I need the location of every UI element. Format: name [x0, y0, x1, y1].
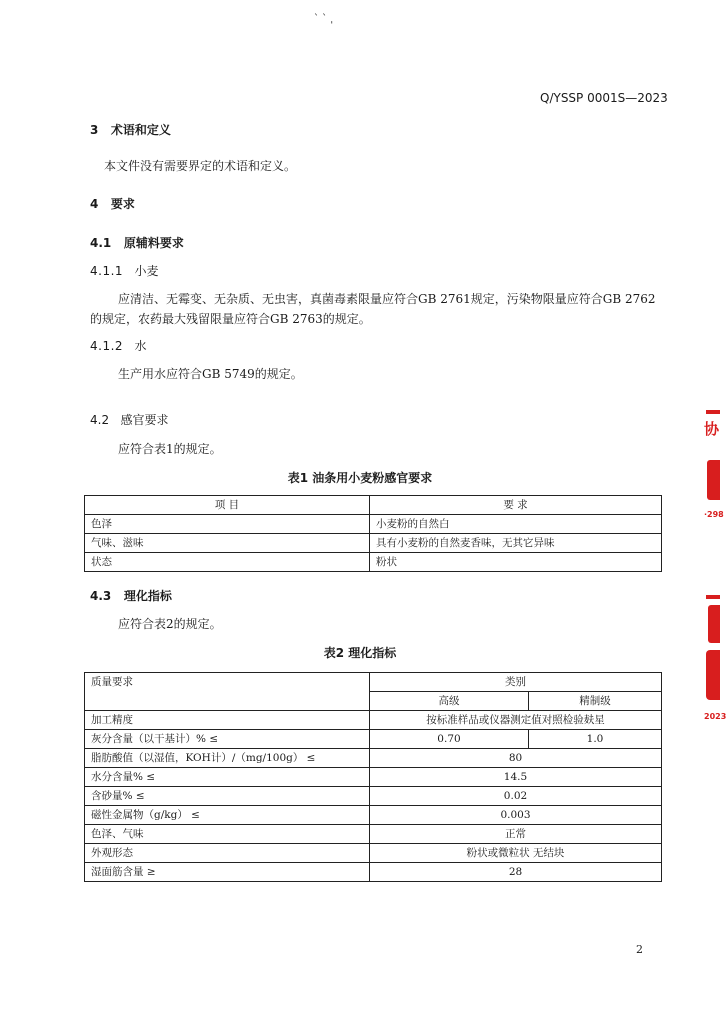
section-4-1-2-number: 4.1.2: [90, 339, 124, 353]
section-4-2-heading: [90, 412, 169, 428]
table-1-header-item: 项 目: [85, 496, 370, 515]
section-4-1-2-title: 水: [134, 339, 147, 353]
table-1-cell-item: 状态: [85, 553, 370, 572]
table-2-cell-label: 色泽、气味: [85, 825, 370, 844]
table-row: [85, 844, 662, 863]
seal-line-top: [706, 410, 720, 414]
table-2-cell-value: 正常: [370, 825, 662, 844]
table-row: [85, 825, 662, 844]
table-2-cell-value: 0.003: [370, 806, 662, 825]
table-1-caption: 表1 油条用小麦粉感官要求: [287, 471, 433, 485]
table-row: [85, 553, 662, 572]
document-code: Q/YSSP 0001S—2023: [540, 91, 668, 105]
table-2-header-quality: 质量要求: [85, 673, 370, 711]
table-2-header-high: 高级: [370, 692, 529, 711]
section-3-body: 本文件没有需要界定的术语和定义。: [104, 159, 297, 173]
section-4-1-1-number: 4.1.1: [90, 264, 124, 278]
table-2-cell-value: 14.5: [370, 768, 662, 787]
section-4-1-1-heading: [90, 263, 159, 279]
table-row: [85, 863, 662, 882]
table-2-cell-label: 灰分含量（以干基计）% ≤: [85, 730, 370, 749]
table-1-cell-item: 色泽: [85, 515, 370, 534]
table-2-cell-value: 28: [370, 863, 662, 882]
table-row: [85, 711, 662, 730]
section-4-1-number: 4.1: [90, 236, 112, 250]
table-2-header-row-1: [85, 673, 662, 692]
section-3-title: 术语和定义: [110, 123, 171, 137]
section-4-1-title: 原辅料要求: [123, 236, 184, 250]
section-4-heading: [90, 196, 135, 212]
table-row: [85, 749, 662, 768]
table-1-header-row: [85, 496, 662, 515]
table-row: [85, 787, 662, 806]
table-row: [85, 768, 662, 787]
table-1-cell-requirement: 具有小麦粉的自然麦香味，无其它异味: [370, 534, 662, 553]
table-2-cell-high: 0.70: [370, 730, 529, 749]
table-1-cell-item: 气味、滋味: [85, 534, 370, 553]
table-2: [84, 672, 662, 882]
section-4-1-heading: [90, 235, 184, 251]
table-row: [85, 534, 662, 553]
table-2-cell-label: 磁性金属物（g/kg） ≤: [85, 806, 370, 825]
table-2-cell-label: 含砂量% ≤: [85, 787, 370, 806]
seal-block-2: [708, 605, 720, 643]
seal-text-mid: ·298: [704, 510, 724, 519]
page-number: 2: [636, 943, 643, 956]
section-4-1-2-heading: [90, 338, 147, 354]
section-4-2-body: 应符合表1的规定。: [118, 442, 222, 456]
section-3-number: 3: [90, 123, 99, 137]
section-4-1-2-body: 生产用水应符合GB 5749的规定。: [118, 367, 303, 381]
section-4-2-title: 感官要求: [120, 413, 169, 427]
section-4-3-number: 4.3: [90, 589, 112, 603]
seal-block-1: [707, 460, 720, 500]
table-1-cell-requirement: 粉状: [370, 553, 662, 572]
table-1-cell-requirement: 小麦粉的自然白: [370, 515, 662, 534]
section-4-1-1-body-line2: 的规定，农药最大残留限量应符合GB 2763的规定。: [90, 312, 371, 326]
section-4-number: 4: [90, 197, 99, 211]
table-2-cell-value: 粉状或微粒状 无结块: [370, 844, 662, 863]
section-4-3-body: 应符合表2的规定。: [118, 617, 222, 631]
table-2-cell-label: 水分含量% ≤: [85, 768, 370, 787]
table-1-header-requirement: 要 求: [370, 496, 662, 515]
seal-text-bottom: 2023: [704, 712, 726, 721]
section-4-3-heading: [90, 588, 172, 604]
table-2-cell-label: 湿面筋含量 ≥: [85, 863, 370, 882]
table-2-header-fine: 精制级: [529, 692, 662, 711]
section-4-1-1-body-line1: 应清洁、无霉变、无杂质、无虫害，真菌毒素限量应符合GB 2761规定，污染物限量应符合GB 2762: [118, 292, 656, 306]
section-3-heading: [90, 122, 171, 138]
section-4-3-title: 理化指标: [123, 589, 172, 603]
table-2-cell-fine: 1.0: [529, 730, 662, 749]
table-1: [84, 495, 662, 572]
table-2-caption: 表2 理化指标: [323, 646, 397, 660]
section-4-1-1-title: 小麦: [134, 264, 159, 278]
table-row: [85, 806, 662, 825]
table-row: [85, 515, 662, 534]
seal-text-top: 协: [704, 420, 720, 438]
table-2-cell-value: 按标准样品或仪器测定值对照检验麸星: [370, 711, 662, 730]
table-2-header-category: 类别: [370, 673, 662, 692]
table-2-cell-label: 脂肪酸值（以湿值，KOH计）/（mg/100g） ≤: [85, 749, 370, 768]
section-4-2-number: 4.2: [90, 413, 110, 427]
table-2-cell-value: 0.02: [370, 787, 662, 806]
table-2-cell-value: 80: [370, 749, 662, 768]
table-2-cell-label: 外观形态: [85, 844, 370, 863]
seal-line-bottom: [706, 595, 720, 599]
seal-block-3: [706, 650, 720, 700]
table-2-cell-label: 加工精度: [85, 711, 370, 730]
table-row: [85, 730, 662, 749]
header-mark: ˋ ˋ ˌ: [314, 14, 334, 25]
section-4-title: 要求: [110, 197, 135, 211]
